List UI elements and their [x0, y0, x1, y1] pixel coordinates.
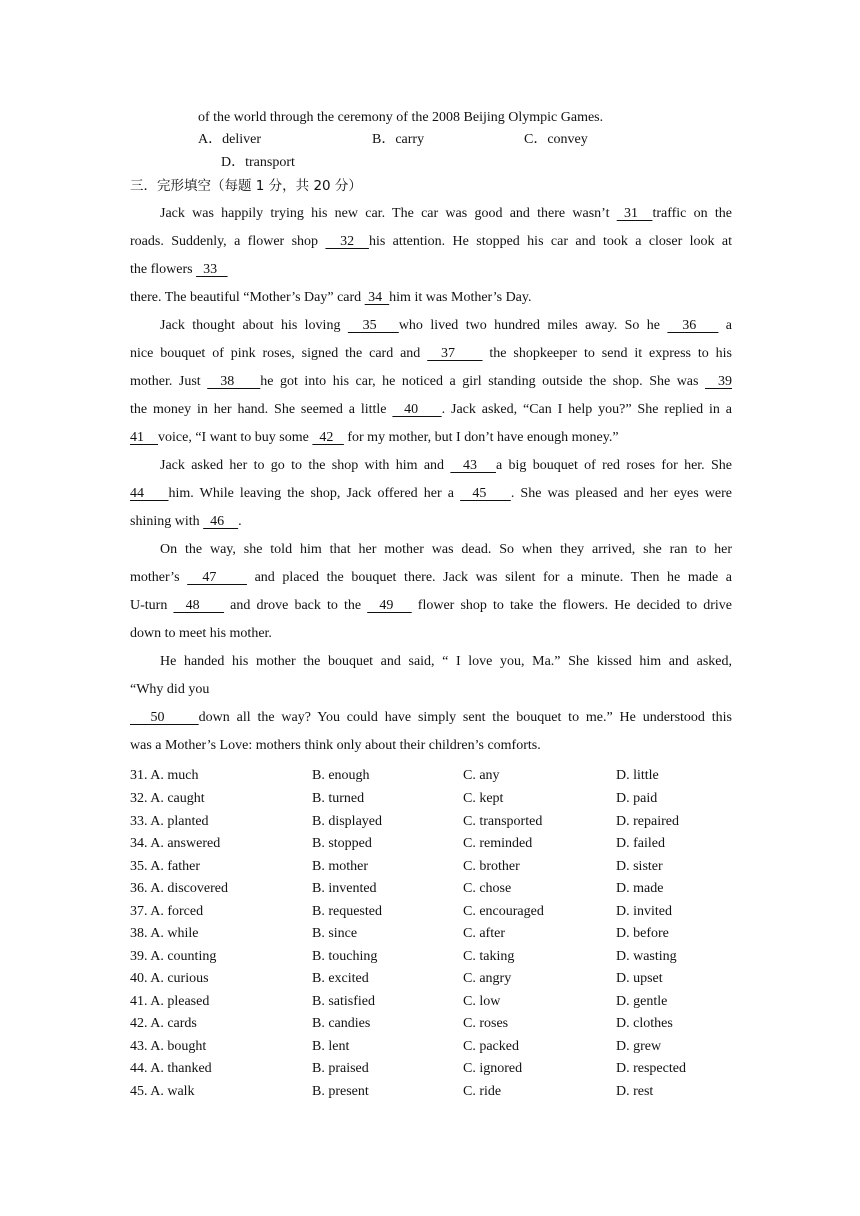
option-a: 39. A. counting [130, 949, 217, 964]
section-heading: 三．完形填空（每题 1 分，共 20 分） [130, 178, 362, 194]
passage-line: Jack was happily trying his new car. The car was good and there wasn’t 31 traffic on the [160, 206, 732, 221]
option-b: B. lent [312, 1039, 350, 1054]
option-d: D. rest [616, 1084, 654, 1099]
passage-line: U-turn 48 and drove back to the 49 flower shop to take the flowers. He decided to drive [130, 598, 733, 613]
passage-line: 44 him. While leaving the shop, Jack offered her a 45 . She was pleased and her eyes were [130, 486, 733, 501]
option-a: 44. A. thanked [130, 1061, 212, 1076]
option-a: 32. A. caught [130, 791, 205, 806]
question-row-31 [130, 765, 770, 787]
blank-37: 37 [427, 346, 483, 361]
option-c: C. kept [463, 791, 504, 806]
blank-45: 45 [460, 486, 511, 501]
option-b: B. enough [312, 768, 370, 783]
passage-line: Jack thought about his loving 35 who lived two hundred miles away. So he 36 a [160, 318, 732, 333]
option-c: C. chose [463, 881, 512, 896]
option-a: 40. A. curious [130, 971, 209, 986]
blank-46: 46 [203, 514, 239, 529]
option-d: D. grew [616, 1039, 662, 1054]
passage-line: nice bouquet of pink roses, signed the card and 37 the shopkeeper to send it express to his [130, 346, 733, 361]
option-b: B. displayed [312, 814, 382, 829]
question-row-45 [130, 1081, 770, 1103]
prev-option-b: B．carry [372, 132, 425, 147]
blank-39: 39 [704, 374, 733, 389]
option-a: 33. A. planted [130, 814, 209, 829]
option-d: D. paid [616, 791, 658, 806]
option-c: C. after [463, 926, 505, 941]
option-d: D. invited [616, 904, 672, 919]
blank-33: 33 [196, 262, 228, 277]
blank-49: 49 [367, 598, 412, 613]
option-c: C. roses [463, 1016, 509, 1031]
question-stem-tail: of the world through the ceremony of the 2008 Beijing Olympic Games. [198, 110, 604, 125]
blank-34: 34 [364, 290, 390, 305]
option-b: B. mother [312, 859, 368, 874]
blank-38: 38 [207, 374, 261, 389]
passage-line: 50 down all the way? You could have simply sent the bouquet to me.” He understood this [130, 710, 732, 725]
passage-line: the money in her hand. She seemed a little 40 . Jack asked, “Can I help you?” She replied in a [130, 402, 733, 417]
passage-line: On the way, she told him that her mother was dead. So when they arrived, she ran to her [160, 542, 732, 557]
passage-line: “Why did you [130, 682, 210, 697]
blank-35: 35 [347, 318, 399, 333]
question-row-37 [130, 901, 770, 923]
passage-line: down to meet his mother. [130, 626, 272, 641]
question-row-42 [130, 1013, 770, 1035]
option-b: B. satisfied [312, 994, 375, 1009]
option-d: D. failed [616, 836, 665, 851]
option-c: C. packed [463, 1039, 519, 1054]
question-row-43 [130, 1036, 770, 1058]
option-d: D. respected [616, 1061, 686, 1076]
option-d: D. sister [616, 859, 663, 874]
option-b: B. stopped [312, 836, 372, 851]
question-row-34 [130, 833, 770, 855]
option-c: C. ignored [463, 1061, 523, 1076]
option-b: B. present [312, 1084, 369, 1099]
question-row-40 [130, 968, 770, 990]
blank-32: 32 [325, 234, 369, 249]
option-c: C. brother [463, 859, 520, 874]
option-a: 34. A. answered [130, 836, 221, 851]
blank-31: 31 [616, 206, 653, 221]
blank-48: 48 [173, 598, 225, 613]
option-b: B. requested [312, 904, 382, 919]
blank-42: 42 [312, 430, 344, 445]
passage-line: mother’s 47 and placed the bouquet there. Jack was silent for a minute. Then he made a [130, 570, 733, 585]
option-a: 36. A. discovered [130, 881, 228, 896]
option-c: C. taking [463, 949, 515, 964]
question-row-33 [130, 811, 770, 833]
question-row-38 [130, 923, 770, 945]
option-c: C. encouraged [463, 904, 544, 919]
option-a: 37. A. forced [130, 904, 204, 919]
passage-line: the flowers 33 [130, 262, 228, 277]
question-row-41 [130, 991, 770, 1013]
blank-36: 36 [667, 318, 719, 333]
option-c: C. low [463, 994, 501, 1009]
option-d: D. little [616, 768, 659, 783]
option-a: 31. A. much [130, 768, 199, 783]
blank-43: 43 [450, 458, 496, 473]
blank-47: 47 [187, 570, 247, 585]
passage-line: mother. Just 38 he got into his car, he noticed a girl standing outside the shop. She was 39 [130, 374, 733, 389]
passage-line: there. The beautiful “Mother’s Day” card 34 him it was Mother’s Day. [130, 290, 532, 305]
blank-41: 41 [130, 430, 158, 445]
option-a: 35. A. father [130, 859, 200, 874]
question-row-39 [130, 946, 770, 968]
passage-line: shining with 46 . [130, 514, 242, 529]
option-a: 41. A. pleased [130, 994, 210, 1009]
option-b: B. excited [312, 971, 369, 986]
question-row-35 [130, 856, 770, 878]
option-b: B. touching [312, 949, 378, 964]
option-d: D. wasting [616, 949, 677, 964]
passage-line: He handed his mother the bouquet and said, “ I love you, Ma.” She kissed him and asked, [160, 654, 732, 669]
passage-line: was a Mother’s Love: mothers think only about their children’s comforts. [130, 738, 541, 753]
option-c: C. transported [463, 814, 543, 829]
question-row-44 [130, 1058, 770, 1080]
prev-option-c: C．convey [524, 132, 588, 147]
option-b: B. candies [312, 1016, 371, 1031]
option-b: B. praised [312, 1061, 369, 1076]
question-row-36 [130, 878, 770, 900]
option-d: D. upset [616, 971, 663, 986]
option-c: C. any [463, 768, 500, 783]
blank-50: 50 [130, 710, 199, 725]
option-d: D. repaired [616, 814, 679, 829]
prev-option-d: D．transport [221, 155, 295, 170]
option-d: D. before [616, 926, 669, 941]
option-d: D. made [616, 881, 664, 896]
option-c: C. reminded [463, 836, 533, 851]
option-b: B. turned [312, 791, 365, 806]
passage-line: roads. Suddenly, a flower shop 32 his attention. He stopped his car and took a closer look at [130, 234, 733, 249]
prev-option-a: A．deliver [198, 132, 261, 147]
question-row-32 [130, 788, 770, 810]
option-a: 42. A. cards [130, 1016, 197, 1031]
passage-line: 41 voice, “I want to buy some 42 for my mother, but I don’t have enough money.” [130, 430, 619, 445]
option-a: 38. A. while [130, 926, 199, 941]
option-d: D. clothes [616, 1016, 673, 1031]
passage-line: Jack asked her to go to the shop with him and 43 a big bouquet of red roses for her. She [160, 458, 732, 473]
option-c: C. ride [463, 1084, 502, 1099]
blank-44: 44 [130, 486, 169, 501]
option-a: 45. A. walk [130, 1084, 195, 1099]
option-b: B. since [312, 926, 358, 941]
option-d: D. gentle [616, 994, 668, 1009]
option-a: 43. A. bought [130, 1039, 207, 1054]
option-b: B. invented [312, 881, 377, 896]
blank-40: 40 [392, 402, 442, 417]
option-c: C. angry [463, 971, 512, 986]
